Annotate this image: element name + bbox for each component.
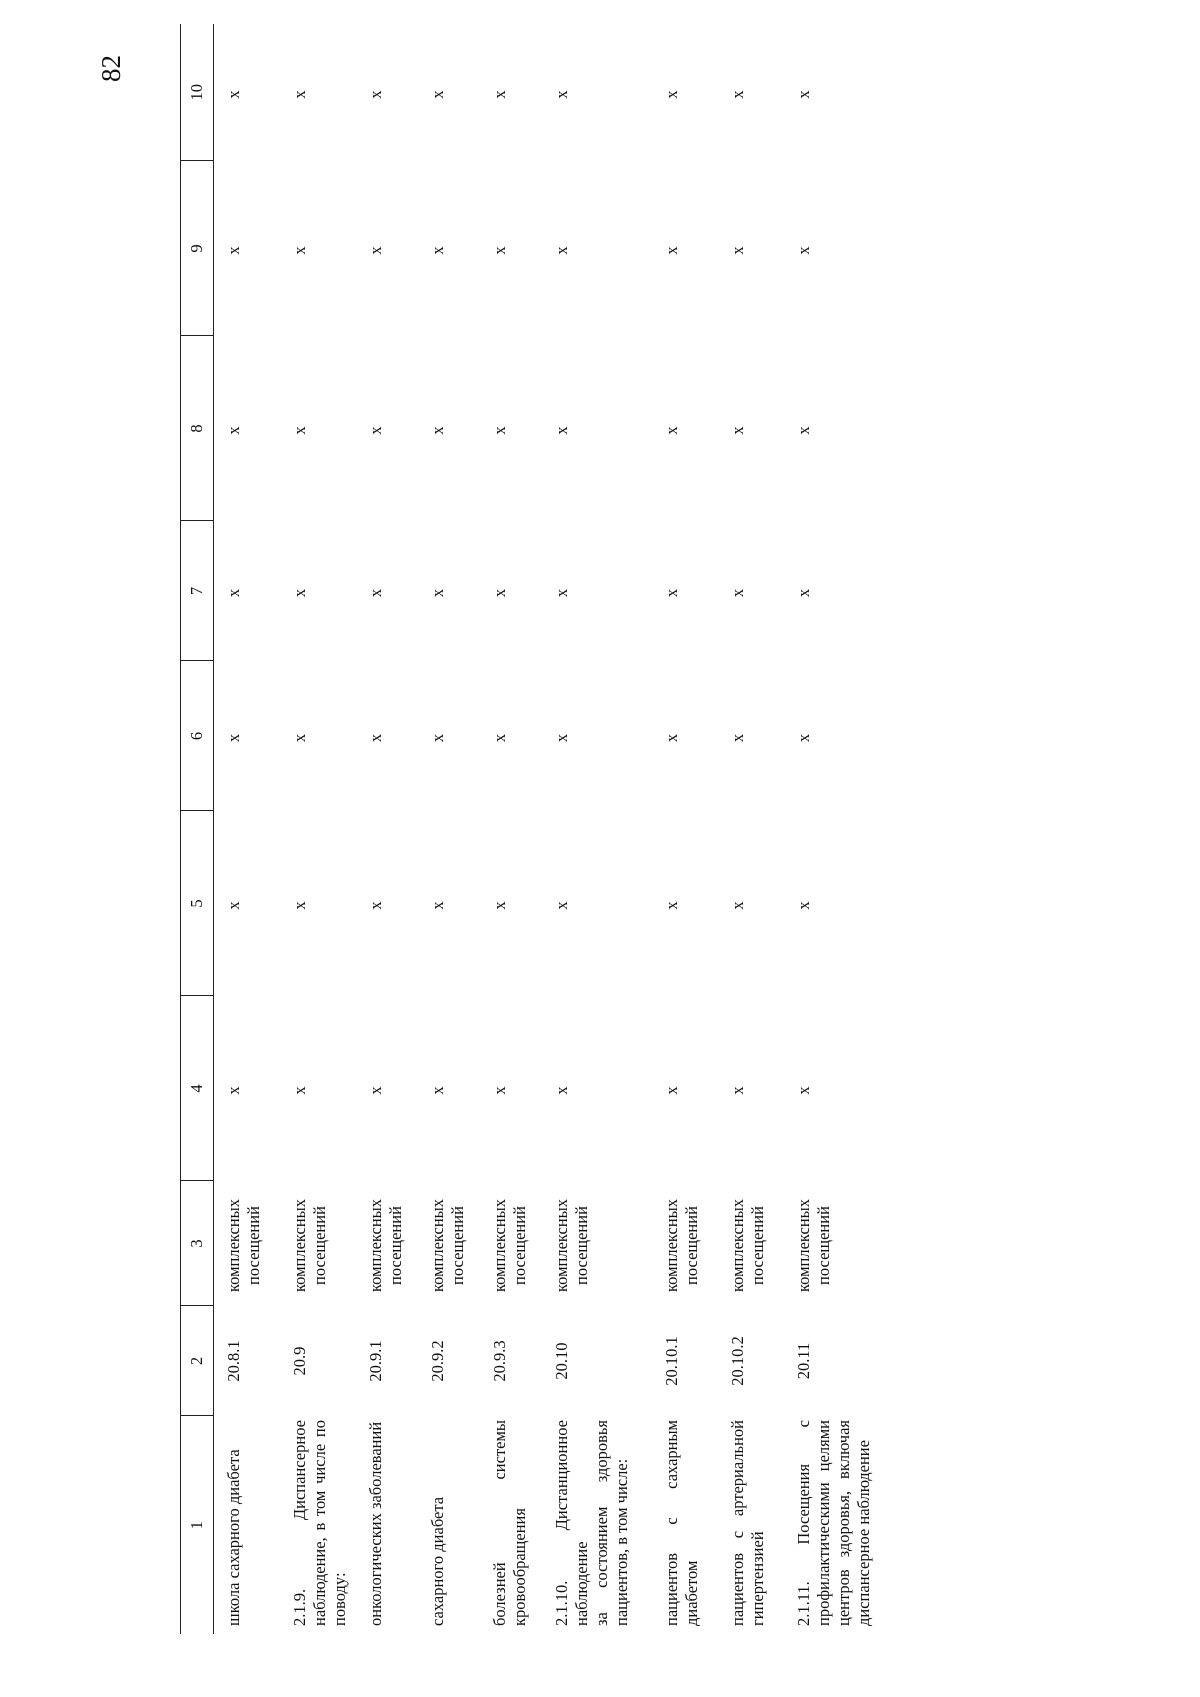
row-name-text: сахарного диабета [427,1496,447,1626]
cell-value: x [365,90,385,99]
row-unit: комплексных посещений [427,1198,467,1293]
cell-value: x [489,901,509,910]
cell-value: x [224,901,243,910]
data-table [180,24,894,1634]
cell-value: x [365,901,385,910]
cell-value: x [427,426,447,435]
table-row [784,24,894,1634]
table-row [718,24,784,1634]
row-unit: комплексных посещений [551,1198,591,1293]
cell-value: x [793,588,813,598]
cell-value: x [365,588,385,598]
cell-value: x [551,733,571,743]
row-name-text: болезней системы кровообращения [489,1420,529,1626]
col-header: 3 [181,1181,214,1306]
rotated-table-container [180,24,1010,1634]
cell-value: x [661,426,681,435]
row-code: 20.10.1 [661,1336,681,1386]
cell-value: x [365,246,385,255]
cell-value: x [793,90,813,99]
cell-value: x [289,733,309,743]
row-name-text: за состоянием здоровья пациентов, в том числе: [591,1420,631,1626]
col-header: 6 [181,661,214,811]
cell-value: x [793,733,813,743]
col-header: 7 [181,521,214,661]
row-unit: комплексных посещений [289,1198,329,1293]
row-unit: комплексных посещений [224,1198,263,1293]
cell-value: x [289,90,309,99]
cell-value: x [224,426,243,435]
cell-value: x [727,1086,747,1095]
row-name-text: школа сахарного диабета [224,1449,243,1626]
cell-value: x [661,588,681,598]
table-row [480,24,542,1634]
row-unit: комплексных посещений [727,1198,767,1293]
col-header: 10 [181,24,214,161]
row-name-text: 2.1.10. Дистанционное наблюдение [551,1420,591,1626]
row-code: 20.11 [793,1342,813,1380]
col-header: 4 [181,996,214,1181]
table-row [280,24,356,1634]
row-code: 20.9.1 [365,1340,385,1382]
cell-value: x [224,246,243,255]
cell-value: x [793,1086,813,1095]
cell-value: x [289,901,309,910]
row-name-text: пациентов с сахарным диабетом [661,1420,701,1626]
row-name-text: 2.1.9. Диспансерное наблюдение, в том числе по поводу: [289,1420,349,1626]
row-unit: комплексных посещений [365,1198,405,1293]
row-name [280,1416,356,1634]
col-header: 1 [181,1416,214,1634]
row-unit: комплексных посещений [793,1198,833,1293]
cell-value: x [365,733,385,743]
row-name [542,1416,652,1634]
cell-value: x [793,426,813,435]
cell-value: x [727,588,747,598]
row-code: 20.10 [551,1342,571,1380]
row-unit: комплексных посещений [489,1198,529,1293]
cell-value: x [289,588,309,598]
col-header: 5 [181,811,214,996]
row-name-text: онкологических заболеваний [365,1421,385,1626]
row-name-text: 2.1.11. Посещения с профилактическими целями центров здоровья, включая диспансерное наблюдение [793,1420,873,1626]
table-row [542,24,652,1634]
cell-value: x [661,901,681,910]
cell-value: x [489,246,509,255]
row-code: 20.9.2 [427,1340,447,1382]
row-name-text: пациентов с артериальной гипертензией [727,1420,767,1626]
col-header: 2 [181,1306,214,1416]
cell-value: x [365,1086,385,1095]
cell-value: x [224,90,243,99]
row-code: 20.9.3 [489,1340,509,1382]
row-name [718,1416,784,1634]
cell-value: x [551,1086,571,1095]
table-row [356,24,418,1634]
cell-value: x [224,733,243,743]
cell-value: x [427,246,447,255]
cell-value: x [793,246,813,255]
row-name [418,1416,480,1634]
cell-value: x [489,733,509,743]
cell-value: x [661,246,681,255]
row-unit: комплексных посещений [661,1198,701,1293]
cell-value: x [661,90,681,99]
cell-value: x [289,246,309,255]
cell-value: x [427,901,447,910]
cell-value: x [551,246,571,255]
cell-value: x [727,901,747,910]
cell-value: x [727,426,747,435]
cell-value: x [224,1086,243,1095]
cell-value: x [551,901,571,910]
row-code: 20.9 [289,1346,309,1376]
cell-value: x [551,426,571,435]
cell-value: x [661,733,681,743]
col-header: 9 [181,161,214,336]
row-name [784,1416,894,1634]
cell-value: x [793,901,813,910]
col-header: 8 [181,336,214,521]
page-number: 82 [96,55,126,82]
cell-value: x [661,1086,681,1095]
cell-value: x [289,426,309,435]
cell-value: x [551,588,571,598]
row-code: 20.8.1 [224,1340,243,1382]
cell-value: x [727,733,747,743]
cell-value: x [489,90,509,99]
cell-value: x [551,90,571,99]
cell-value: x [427,588,447,598]
cell-value: x [224,588,243,598]
cell-value: x [289,1086,309,1095]
cell-value: x [427,1086,447,1095]
row-name [356,1416,418,1634]
cell-value: x [489,1086,509,1095]
row-name [480,1416,542,1634]
header-row [181,24,214,1634]
cell-value: x [489,588,509,598]
row-code: 20.10.2 [727,1336,747,1386]
cell-value: x [727,90,747,99]
cell-value: x [427,733,447,743]
table-row [418,24,480,1634]
cell-value: x [365,426,385,435]
row-name [214,1416,280,1634]
cell-value: x [427,90,447,99]
cell-value: x [489,426,509,435]
cell-value: x [727,246,747,255]
table-row [214,24,280,1634]
row-name [652,1416,718,1634]
table-row [652,24,718,1634]
table-body [214,24,894,1634]
